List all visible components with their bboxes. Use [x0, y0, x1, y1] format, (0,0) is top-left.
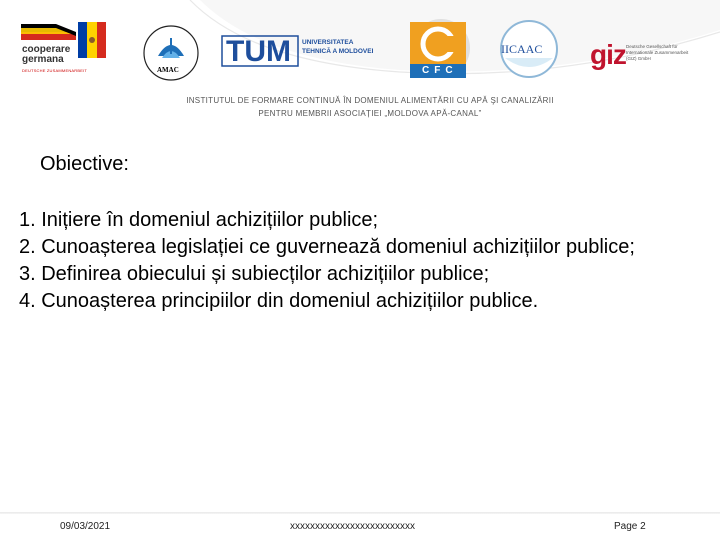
footer-page-number: Page 2 [614, 521, 646, 532]
institute-line-1: INSTITUTUL DE FORMARE CONTINUĂ ÎN DOMENIUL ALIMENTĂRII CU APĂ ŞI CANALIZĂRII [186, 96, 554, 105]
amac-label: AMAC [157, 66, 179, 74]
footer-divider [0, 512, 720, 514]
objectives-list [19, 207, 709, 315]
footer-center-text: xxxxxxxxxxxxxxxxxxxxxxxxx [290, 521, 415, 532]
institute-line-2: PENTRU MEMBRII ASOCIAȚIEI „MOLDOVA APĂ-CANAL” [258, 109, 482, 118]
header-logos [0, 0, 720, 90]
objective-item: 3. Definirea obiecului și subiecților achizițiilor publice; [19, 263, 490, 285]
svg-text:TUM: TUM [226, 35, 291, 68]
iicaac-logo [497, 20, 565, 78]
cooperare-subtitle: DEUTSCHE ZUSAMMENARBEIT [22, 68, 88, 73]
cooperare-title: cooperare germana [22, 44, 71, 65]
institute-title [150, 94, 590, 120]
giz-subtitle: Deutsche Gesellschaft für Internationale Zusammenarbeit (GIZ) GmbH [626, 44, 689, 61]
footer-date: 09/03/2021 [60, 521, 111, 532]
amac-logo [140, 24, 202, 82]
objective-item: 2. Cunoașterea legislației ce guvernează domeniul achizițiilor publice; [19, 236, 635, 258]
utm-logo [220, 28, 395, 73]
utm-name: UNIVERSITATEA TEHNICĂ A MOLDOVEI [302, 39, 374, 55]
giz-logo [590, 40, 700, 80]
objective-item: 4. Cunoașterea principiilor din domeniul achizițiilor publice. [19, 290, 539, 312]
objectives-heading: Obiective: [40, 153, 129, 175]
iicaac-label: IICAAC [501, 42, 543, 56]
cfc-label: CFC [422, 65, 458, 76]
cooperare-germana-logo [16, 18, 111, 76]
cfc-logo [408, 18, 474, 78]
giz-mark: giz [590, 39, 626, 70]
objective-item: 1. Inițiere în domeniul achizițiilor publice; [19, 209, 379, 231]
